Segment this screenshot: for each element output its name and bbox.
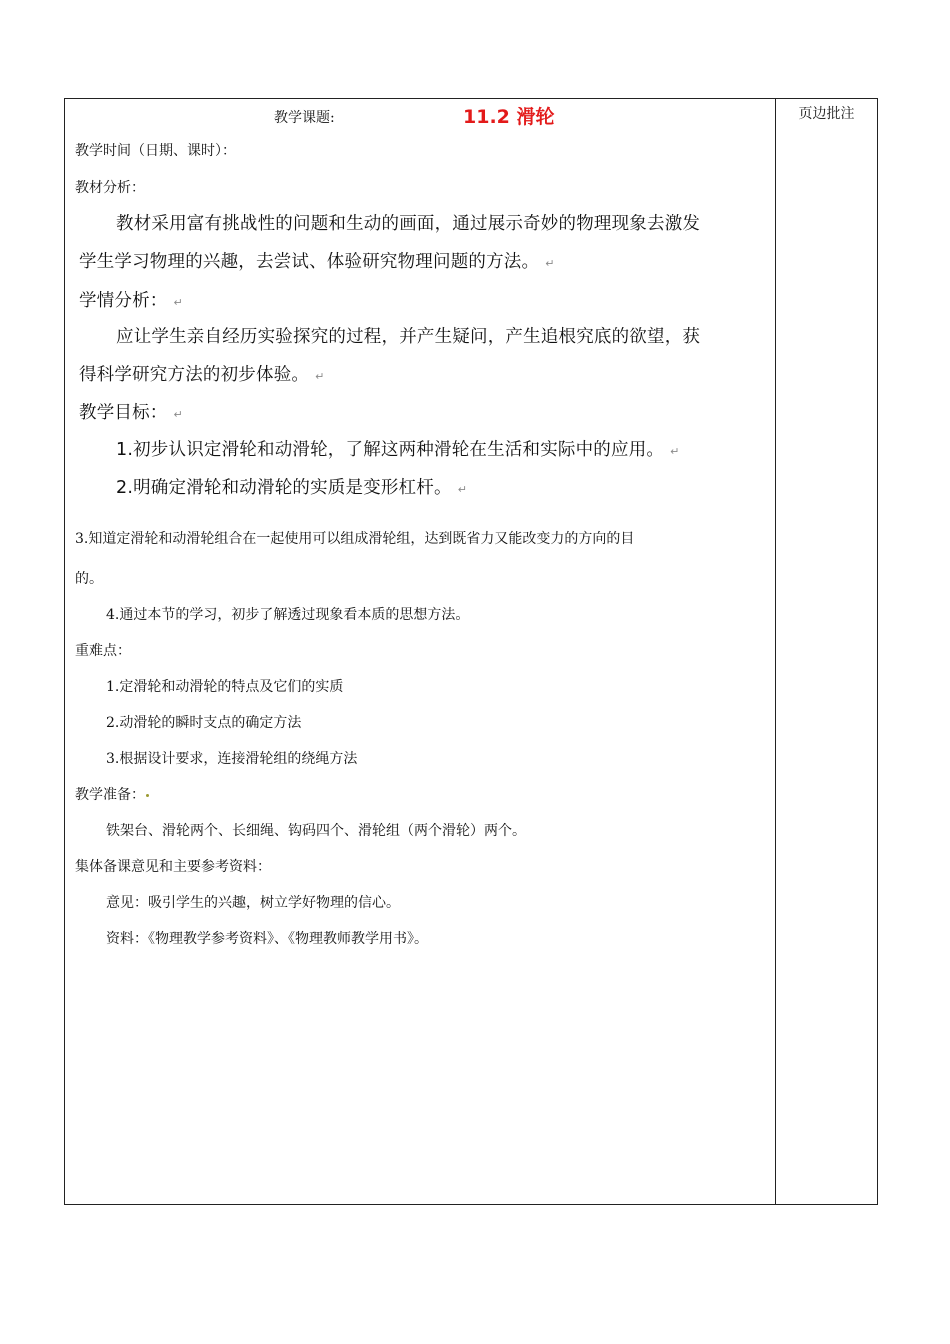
teaching-prep-label	[75, 784, 150, 804]
paragraph-mark-icon: ↵	[670, 445, 680, 458]
reference-materials-text: 资料：《物理教学参考资料》、《物理教师教学用书》。	[106, 931, 428, 947]
goal-3-line-1: 3.知道定滑轮和动滑轮组合在一起使用可以组成滑轮组，达到既省力又能改变力的方向的目	[75, 531, 635, 547]
teaching-time-label: 教学时间（日期、课时）：	[75, 143, 236, 159]
learner-analysis-label-text: 学情分析：	[79, 291, 168, 311]
goal-2	[116, 474, 467, 499]
teaching-goals-label	[79, 399, 183, 424]
collective-prep-label: 集体备课意见和主要参考资料：	[75, 859, 271, 875]
material-analysis-text-2	[79, 248, 555, 273]
opinion-text: 意见：吸引学生的兴趣，树立学好物理的信心。	[106, 895, 400, 911]
material-analysis-text-2-content: 学生学习物理的兴趣，去尝试、体验研究物理问题的方法。	[79, 252, 540, 272]
key-point-2: 2.动滑轮的瞬时支点的确定方法	[106, 715, 302, 731]
teaching-prep-label-text: 教学准备：	[75, 787, 145, 803]
material-analysis-text-1: 教材采用富有挑战性的问题和生动的画面，通过展示奇妙的物理现象去激发	[116, 214, 701, 234]
paragraph-mark-icon: ↵	[173, 296, 183, 309]
learner-analysis-text-2-content: 得科学研究方法的初步体验。	[79, 365, 310, 385]
material-analysis-label: 教材分析：	[75, 180, 145, 196]
goal-2-text: 2.明确定滑轮和动滑轮的实质是变形杠杆。	[116, 478, 452, 498]
key-points-label: 重难点：	[75, 643, 131, 659]
teaching-goals-label-text: 教学目标：	[79, 403, 168, 423]
teaching-prep-text: 铁架台、滑轮两个、长细绳、钩码四个、滑轮组（两个滑轮）两个。	[106, 823, 526, 839]
margin-notes-column	[776, 99, 877, 1204]
goal-4: 4.通过本节的学习，初步了解透过现象看本质的思想方法。	[106, 607, 470, 623]
paragraph-mark-icon: ↵	[457, 483, 468, 496]
key-point-1: 1.定滑轮和动滑轮的特点及它们的实质	[106, 679, 344, 695]
margin-notes-header: 页边批注	[798, 106, 855, 122]
key-point-3: 3.根据设计要求，连接滑轮组的绕绳方法	[106, 751, 358, 767]
paragraph-mark-icon: ↵	[173, 408, 183, 421]
learner-analysis-text-2	[79, 361, 325, 386]
goal-1-text: 1.初步认识定滑轮和动滑轮，了解这两种滑轮在生活和实际中的应用。	[116, 440, 665, 460]
learner-analysis-text-1: 应让学生亲自经历实验探究的过程，并产生疑问，产生追根究底的欲望，获	[116, 327, 701, 347]
paragraph-mark-icon: ↵	[315, 370, 325, 383]
topic-label: 教学课题:	[274, 110, 335, 126]
dot-icon	[146, 794, 149, 797]
goal-1	[116, 436, 680, 461]
lesson-title: 11.2 滑轮	[463, 106, 555, 128]
paragraph-mark-icon: ↵	[545, 257, 555, 270]
header-row	[65, 99, 775, 130]
goal-3-line-2: 的。	[75, 571, 103, 587]
learner-analysis-label	[79, 287, 183, 312]
